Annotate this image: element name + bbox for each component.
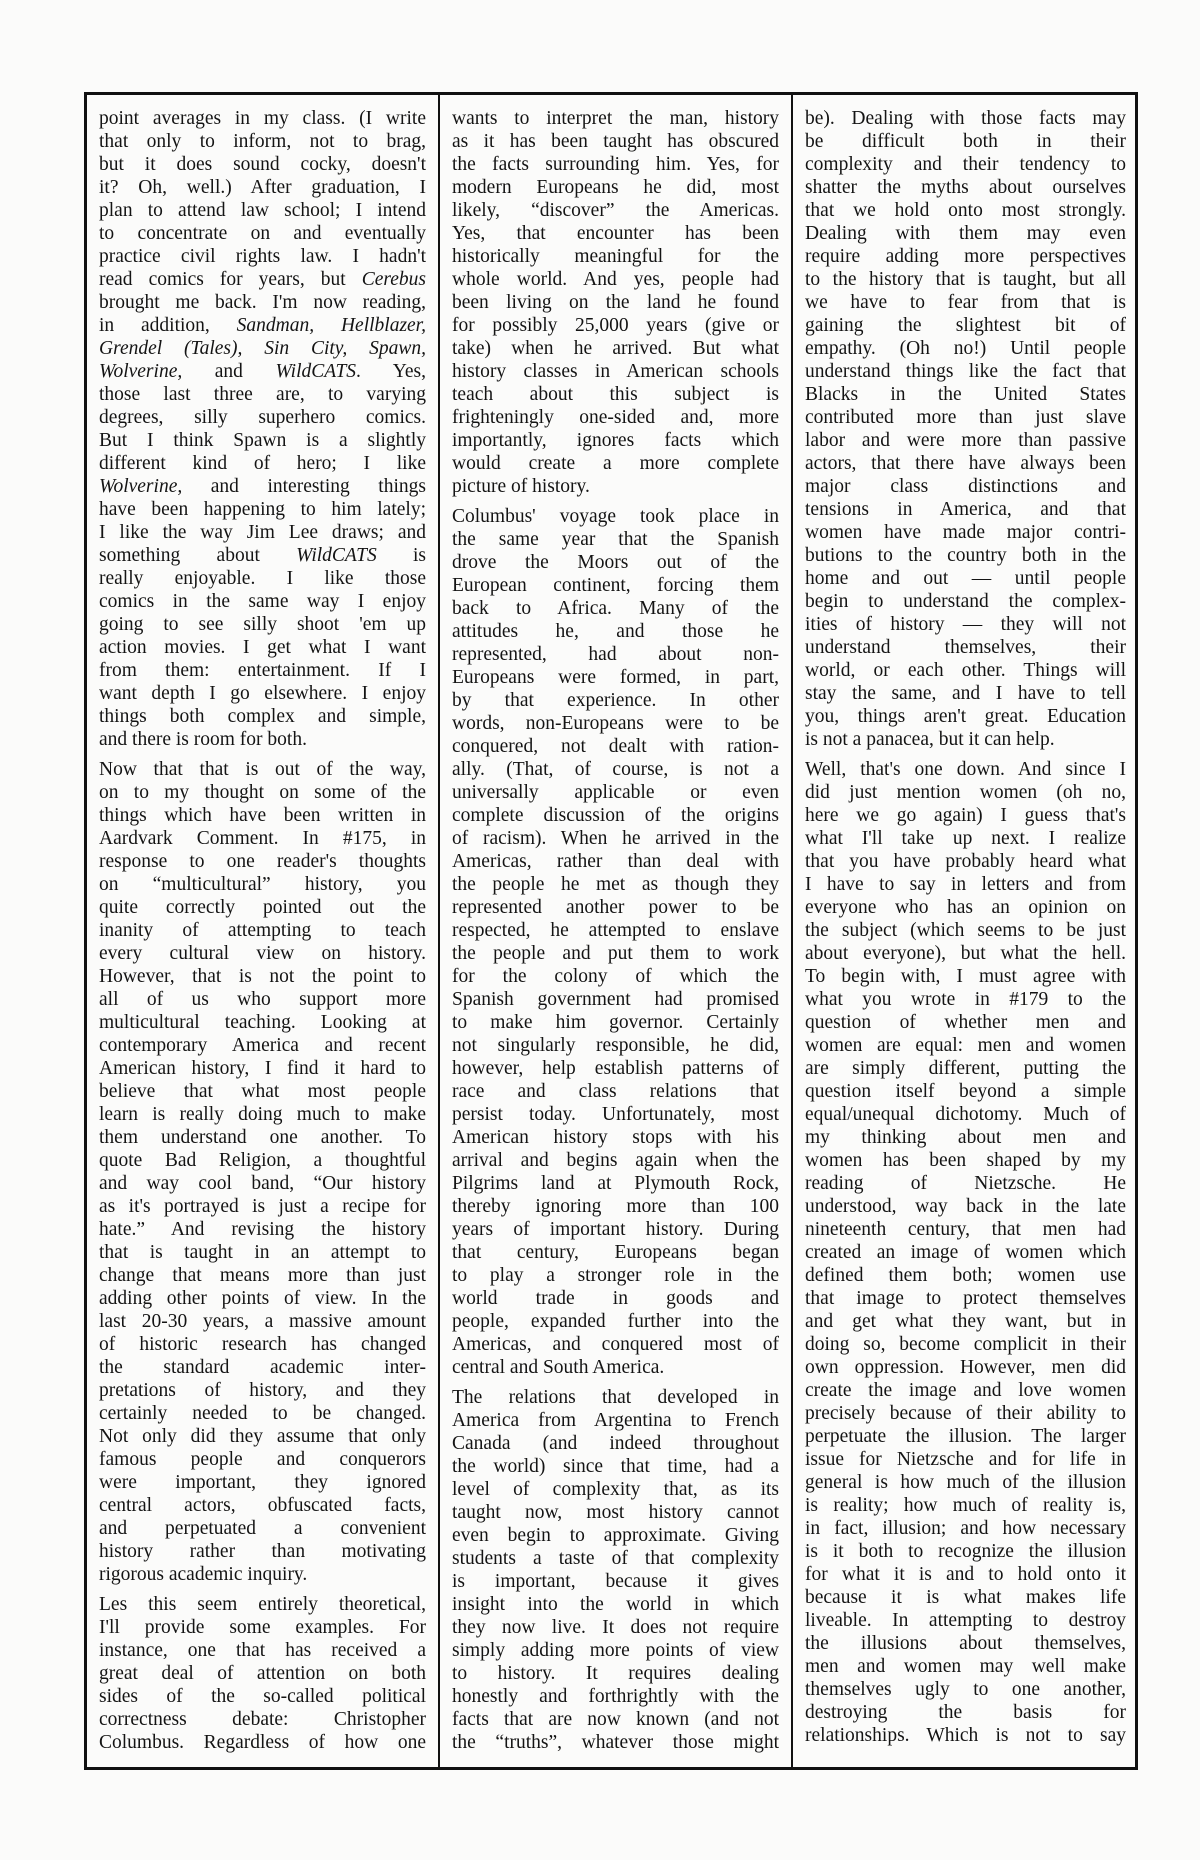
text-line: have been happening to him lately; xyxy=(99,499,426,520)
text-line: American history, I find it hard to xyxy=(99,1058,426,1079)
text-line: years of important history. During xyxy=(452,1219,779,1240)
text-line: Europeans were formed, in part, xyxy=(452,667,779,688)
text-line: butions to the country both in the xyxy=(805,545,1126,566)
text-line: the people and put them to work xyxy=(452,943,779,964)
text-line: great deal of attention on both xyxy=(99,1663,426,1684)
text-line: Blacks in the United States xyxy=(805,384,1126,405)
text-line: rigorous academic inquiry. xyxy=(99,1564,308,1585)
text-line: read comics for years, but Cerebus xyxy=(99,269,426,290)
text-line: relationships. Which is not to say xyxy=(805,1725,1126,1746)
text-line: actors, that there have always been xyxy=(805,453,1126,474)
text-line: American history stops with his xyxy=(452,1127,779,1148)
text-line: the people he met as though they xyxy=(452,874,779,895)
text-line: conquered, not dealt with ration- xyxy=(452,736,779,757)
text-line: be). Dealing with those facts may xyxy=(805,108,1126,129)
text-line: correctness debate: Christopher xyxy=(99,1709,426,1730)
text-line: I'll provide some examples. For xyxy=(99,1617,426,1638)
text-line: historically meaningful for the xyxy=(452,246,779,267)
text-line: pretations of history, and they xyxy=(99,1380,426,1401)
text-line: empathy. (Oh no!) Until people xyxy=(805,338,1126,359)
text-line: own oppression. However, men did xyxy=(805,1357,1126,1378)
text-line: learn is really doing much to make xyxy=(99,1104,426,1125)
text-line: complete discussion of the origins xyxy=(452,805,779,826)
text-line: arrival and begins again when the xyxy=(452,1150,779,1171)
text-line: understand things like the fact that xyxy=(805,361,1126,382)
paragraph xyxy=(805,758,1126,1747)
text-line: history classes in American schools xyxy=(452,361,779,382)
text-line: response to one reader's thoughts xyxy=(99,851,426,872)
text-line: taught now, most history cannot xyxy=(452,1502,779,1523)
text-line: instance, one that has received a xyxy=(99,1640,426,1661)
text-line: the facts surrounding him. Yes, for xyxy=(452,154,779,175)
text-line: the standard academic inter- xyxy=(99,1357,426,1378)
text-line: world, or each other. Things will xyxy=(805,660,1126,681)
text-line: But I think Spawn is a slightly xyxy=(99,430,426,451)
text-line: teach about this subject is xyxy=(452,384,779,405)
text-line: going to see silly shoot 'em up xyxy=(99,614,426,635)
text-line: women has been shaped by my xyxy=(805,1150,1126,1171)
text-line: it? Oh, well.) After graduation, I xyxy=(99,177,426,198)
text-line: picture of history. xyxy=(452,476,590,497)
text-line: sides of the so-called political xyxy=(99,1686,426,1707)
text-line: on “multicultural” history, you xyxy=(99,874,426,895)
text-line: men and women may well make xyxy=(805,1656,1126,1677)
text-line: home and out — until people xyxy=(805,568,1126,589)
text-line: everyone who has an opinion on xyxy=(805,897,1126,918)
text-line: last 20-30 years, a massive amount xyxy=(99,1311,426,1332)
text-line: hate.” And revising the history xyxy=(99,1219,426,1240)
paragraph xyxy=(452,1386,779,1754)
text-line: stay the same, and I have to tell xyxy=(805,683,1126,704)
text-line: of historic research has changed xyxy=(99,1334,426,1355)
text-line: understand themselves, their xyxy=(805,637,1126,658)
text-line: To begin with, I must agree with xyxy=(805,966,1126,987)
text-line: thereby ignoring more than 100 xyxy=(452,1196,779,1217)
text-line: them understand one another. To xyxy=(99,1127,426,1148)
text-line: women have made major contri- xyxy=(805,522,1126,543)
text-line: plan to attend law school; I intend xyxy=(99,200,426,221)
text-line: central actors, obfuscated facts, xyxy=(99,1495,426,1516)
text-line: precisely because of their ability to xyxy=(805,1403,1126,1424)
text-line: comics in the same way I enjoy xyxy=(99,591,426,612)
text-line: is reality; how much of reality is, xyxy=(805,1495,1126,1516)
text-line: brought me back. I'm now reading, xyxy=(99,292,426,313)
text-line: importantly, ignores facts which xyxy=(452,430,779,451)
text-line: Yes, that encounter has been xyxy=(452,223,779,244)
text-line: of racism). When he arrived in the xyxy=(452,828,779,849)
text-line: for what it is and to hold onto it xyxy=(805,1564,1126,1585)
text-line: my thinking about men and xyxy=(805,1127,1126,1148)
text-line: change that means more than just xyxy=(99,1265,426,1286)
column-1 xyxy=(87,95,440,1767)
text-line: famous people and conquerors xyxy=(99,1449,426,1470)
text-line: and there is room for both. xyxy=(99,729,307,750)
paragraph xyxy=(452,107,779,498)
text-line: major class distinctions and xyxy=(805,476,1126,497)
text-line: certainly needed to be changed. xyxy=(99,1403,426,1424)
text-line: that you have probably heard what xyxy=(805,851,1126,872)
text-line: people, expanded further into the xyxy=(452,1311,779,1332)
text-line: different kind of hero; I like xyxy=(99,453,426,474)
text-line: want depth I go elsewhere. I enjoy xyxy=(99,683,426,704)
text-line: they now live. It does not require xyxy=(452,1617,779,1638)
text-line: question of whether men and xyxy=(805,1012,1126,1033)
text-line: that we hold onto most strongly. xyxy=(805,200,1126,221)
column-2 xyxy=(440,95,793,1767)
text-line: but it does sound cocky, doesn't xyxy=(99,154,426,175)
text-line: as it has been taught has obscured xyxy=(452,131,779,152)
text-line: European continent, forcing them xyxy=(452,575,779,596)
text-line: students a taste of that complexity xyxy=(452,1548,779,1569)
text-line: not singularly responsible, he did, xyxy=(452,1035,779,1056)
text-line: here we go again) I guess that's xyxy=(805,805,1126,826)
text-line: because it is what makes life xyxy=(805,1587,1126,1608)
text-line: for the colony of which the xyxy=(452,966,779,987)
text-line: perpetuate the illusion. The larger xyxy=(805,1426,1126,1447)
text-line: multicultural teaching. Looking at xyxy=(99,1012,426,1033)
text-line: you, things aren't great. Education xyxy=(805,706,1126,727)
text-line: frighteningly one-sided and, more xyxy=(452,407,779,428)
text-line: Dealing with them may even xyxy=(805,223,1126,244)
text-line: Pilgrims land at Plymouth Rock, xyxy=(452,1173,779,1194)
text-line: adding other points of view. In the xyxy=(99,1288,426,1309)
text-line: race and class relations that xyxy=(452,1081,779,1102)
text-line: the world) since that time, had a xyxy=(452,1456,779,1477)
text-line: labor and were more than passive xyxy=(805,430,1126,451)
text-line: women are equal: men and women xyxy=(805,1035,1126,1056)
article-frame xyxy=(84,92,1138,1770)
text-line: Well, that's one down. And since I xyxy=(805,759,1126,780)
text-line: in addition, Sandman, Hellblazer, xyxy=(99,315,426,336)
text-line: create the image and love women xyxy=(805,1380,1126,1401)
text-line: words, non-Europeans were to be xyxy=(452,713,779,734)
text-line: Grendel (Tales), Sin City, Spawn, xyxy=(99,338,426,359)
text-line: to history. It requires dealing xyxy=(452,1663,779,1684)
paragraph xyxy=(452,505,779,1379)
text-line: quite correctly pointed out the xyxy=(99,897,426,918)
text-line: honestly and forthrightly with the xyxy=(452,1686,779,1707)
text-line: Canada (and indeed throughout xyxy=(452,1433,779,1454)
text-line: to the history that is taught, but all xyxy=(805,269,1126,290)
text-line: Spanish government had promised xyxy=(452,989,779,1010)
text-line: represented, had about non- xyxy=(452,644,779,665)
text-line: history rather than motivating xyxy=(99,1541,426,1562)
text-line: ally. (That, of course, is not a xyxy=(452,759,779,780)
text-line: what you wrote in #179 to the xyxy=(805,989,1126,1010)
text-line: from them: entertainment. If I xyxy=(99,660,426,681)
text-line: respected, he attempted to enslave xyxy=(452,920,779,941)
text-line: whole world. And yes, people had xyxy=(452,269,779,290)
text-line: did just mention women (oh no, xyxy=(805,782,1126,803)
text-line: complexity and their tendency to xyxy=(805,154,1126,175)
text-line: the same year that the Spanish xyxy=(452,529,779,550)
text-line: is not a panacea, but it can help. xyxy=(805,729,1055,750)
text-line: drove the Moors out of the xyxy=(452,552,779,573)
text-line: that century, Europeans began xyxy=(452,1242,779,1263)
text-line: the illusions about themselves, xyxy=(805,1633,1126,1654)
text-line: that only to inform, not to brag, xyxy=(99,131,426,152)
text-line: simply adding more points of view xyxy=(452,1640,779,1661)
text-line: to concentrate on and eventually xyxy=(99,223,426,244)
text-line: liveable. In attempting to destroy xyxy=(805,1610,1126,1631)
text-line: Americas, and conquered most of xyxy=(452,1334,779,1355)
text-line: back to Africa. Many of the xyxy=(452,598,779,619)
text-line: insight into the world in which xyxy=(452,1594,779,1615)
text-line: represented another power to be xyxy=(452,897,779,918)
text-line: the subject (which seems to be just xyxy=(805,920,1126,941)
text-line: gaining the slightest bit of xyxy=(805,315,1126,336)
text-line: Columbus' voyage took place in xyxy=(452,506,779,527)
text-line: something about WildCATS is xyxy=(99,545,426,566)
text-line: to make him governor. Certainly xyxy=(452,1012,779,1033)
text-line: themselves ugly to one another, xyxy=(805,1679,1126,1700)
text-line: reading of Nietzsche. He xyxy=(805,1173,1126,1194)
text-line: quote Bad Religion, a thoughtful xyxy=(99,1150,426,1171)
text-line: Columbus. Regardless of how one xyxy=(99,1732,426,1753)
text-line: however, help establish patterns of xyxy=(452,1058,779,1079)
text-line: The relations that developed in xyxy=(452,1387,779,1408)
text-line: Not only did they assume that only xyxy=(99,1426,426,1447)
text-line: those last three are, to varying xyxy=(99,384,426,405)
text-line: ities of history — they will not xyxy=(805,614,1126,635)
text-line: that is taught in an attempt to xyxy=(99,1242,426,1263)
text-line: about everyone), but what the hell. xyxy=(805,943,1126,964)
column-3 xyxy=(793,95,1138,1767)
text-line: contemporary America and recent xyxy=(99,1035,426,1056)
text-line: understood, way back in the late xyxy=(805,1196,1126,1217)
paragraph xyxy=(99,758,426,1586)
text-line: level of complexity that, as its xyxy=(452,1479,779,1500)
text-line: the “truths”, whatever those might xyxy=(452,1732,779,1753)
text-line: However, that is not the point to xyxy=(99,966,426,987)
text-line: in fact, illusion; and how necessary xyxy=(805,1518,1126,1539)
text-line: attitudes he, and those he xyxy=(452,621,779,642)
text-line: things which have been written in xyxy=(99,805,426,826)
text-line: issue for Nietzsche and for life in xyxy=(805,1449,1126,1470)
text-line: things both complex and simple, xyxy=(99,706,426,727)
text-line: and get what they want, but in xyxy=(805,1311,1126,1332)
text-line: take) when he arrived. But what xyxy=(452,338,779,359)
text-line: by that experience. In other xyxy=(452,690,779,711)
text-line: question itself beyond a simple xyxy=(805,1081,1126,1102)
paragraph xyxy=(99,1593,426,1754)
text-line: inanity of attempting to teach xyxy=(99,920,426,941)
text-line: would create a more complete xyxy=(452,453,779,474)
text-line: been living on the land he found xyxy=(452,292,779,313)
text-line: central and South America. xyxy=(452,1357,665,1378)
text-line: require adding more perspectives xyxy=(805,246,1126,267)
text-line: all of us who support more xyxy=(99,989,426,1010)
text-line: point averages in my class. (I write xyxy=(99,108,426,129)
text-line: begin to understand the complex- xyxy=(805,591,1126,612)
text-line: Now that that is out of the way, xyxy=(99,759,426,780)
text-line: we have to fear from that is xyxy=(805,292,1126,313)
text-line: I like the way Jim Lee draws; and xyxy=(99,522,426,543)
text-line: defined them both; women use xyxy=(805,1265,1126,1286)
text-line: America from Argentina to French xyxy=(452,1410,779,1431)
text-line: shatter the myths about ourselves xyxy=(805,177,1126,198)
text-line: really enjoyable. I like those xyxy=(99,568,426,589)
text-line: tensions in America, and that xyxy=(805,499,1126,520)
text-line: world trade in goods and xyxy=(452,1288,779,1309)
text-line: are simply different, putting the xyxy=(805,1058,1126,1079)
text-line: degrees, silly superhero comics. xyxy=(99,407,426,428)
text-line: wants to interpret the man, history xyxy=(452,108,779,129)
paragraph xyxy=(805,107,1126,751)
text-line: for possibly 25,000 years (give or xyxy=(452,315,779,336)
text-line: is important, because it gives xyxy=(452,1571,779,1592)
text-line: Wolverine, and WildCATS. Yes, xyxy=(99,361,426,382)
text-line: every cultural view on history. xyxy=(99,943,426,964)
text-line: Americas, rather than deal with xyxy=(452,851,779,872)
text-line: persist today. Unfortunately, most xyxy=(452,1104,779,1125)
text-line: equal/unequal dichotomy. Much of xyxy=(805,1104,1126,1125)
text-line: modern Europeans he did, most xyxy=(452,177,779,198)
text-line: what I'll take up next. I realize xyxy=(805,828,1126,849)
text-line: were important, they ignored xyxy=(99,1472,426,1493)
text-line: facts that are now known (and not xyxy=(452,1709,779,1730)
text-line: to play a stronger role in the xyxy=(452,1265,779,1286)
text-line: and perpetuated a convenient xyxy=(99,1518,426,1539)
text-line: on to my thought on some of the xyxy=(99,782,426,803)
text-line: general is how much of the illusion xyxy=(805,1472,1126,1493)
text-line: that image to protect themselves xyxy=(805,1288,1126,1309)
text-line: even begin to approximate. Giving xyxy=(452,1525,779,1546)
text-line: Les this seem entirely theoretical, xyxy=(99,1594,426,1615)
text-line: and way cool band, “Our history xyxy=(99,1173,426,1194)
text-line: I have to say in letters and from xyxy=(805,874,1126,895)
text-line: believe that what most people xyxy=(99,1081,426,1102)
text-line: Aardvark Comment. In #175, in xyxy=(99,828,426,849)
paragraph xyxy=(99,107,426,751)
text-line: as it's portrayed is just a recipe for xyxy=(99,1196,426,1217)
text-line: nineteenth century, that men had xyxy=(805,1219,1126,1240)
text-line: universally applicable or even xyxy=(452,782,779,803)
text-line: created an image of women which xyxy=(805,1242,1126,1263)
text-line: destroying the basis for xyxy=(805,1702,1126,1723)
text-line: action movies. I get what I want xyxy=(99,637,426,658)
text-line: likely, “discover” the Americas. xyxy=(452,200,779,221)
text-line: Wolverine, and interesting things xyxy=(99,476,426,497)
text-line: be difficult both in their xyxy=(805,131,1126,152)
text-line: contributed more than just slave xyxy=(805,407,1126,428)
text-line: doing so, become complicit in their xyxy=(805,1334,1126,1355)
text-line: is it both to recognize the illusion xyxy=(805,1541,1126,1562)
text-line: practice civil rights law. I hadn't xyxy=(99,246,426,267)
